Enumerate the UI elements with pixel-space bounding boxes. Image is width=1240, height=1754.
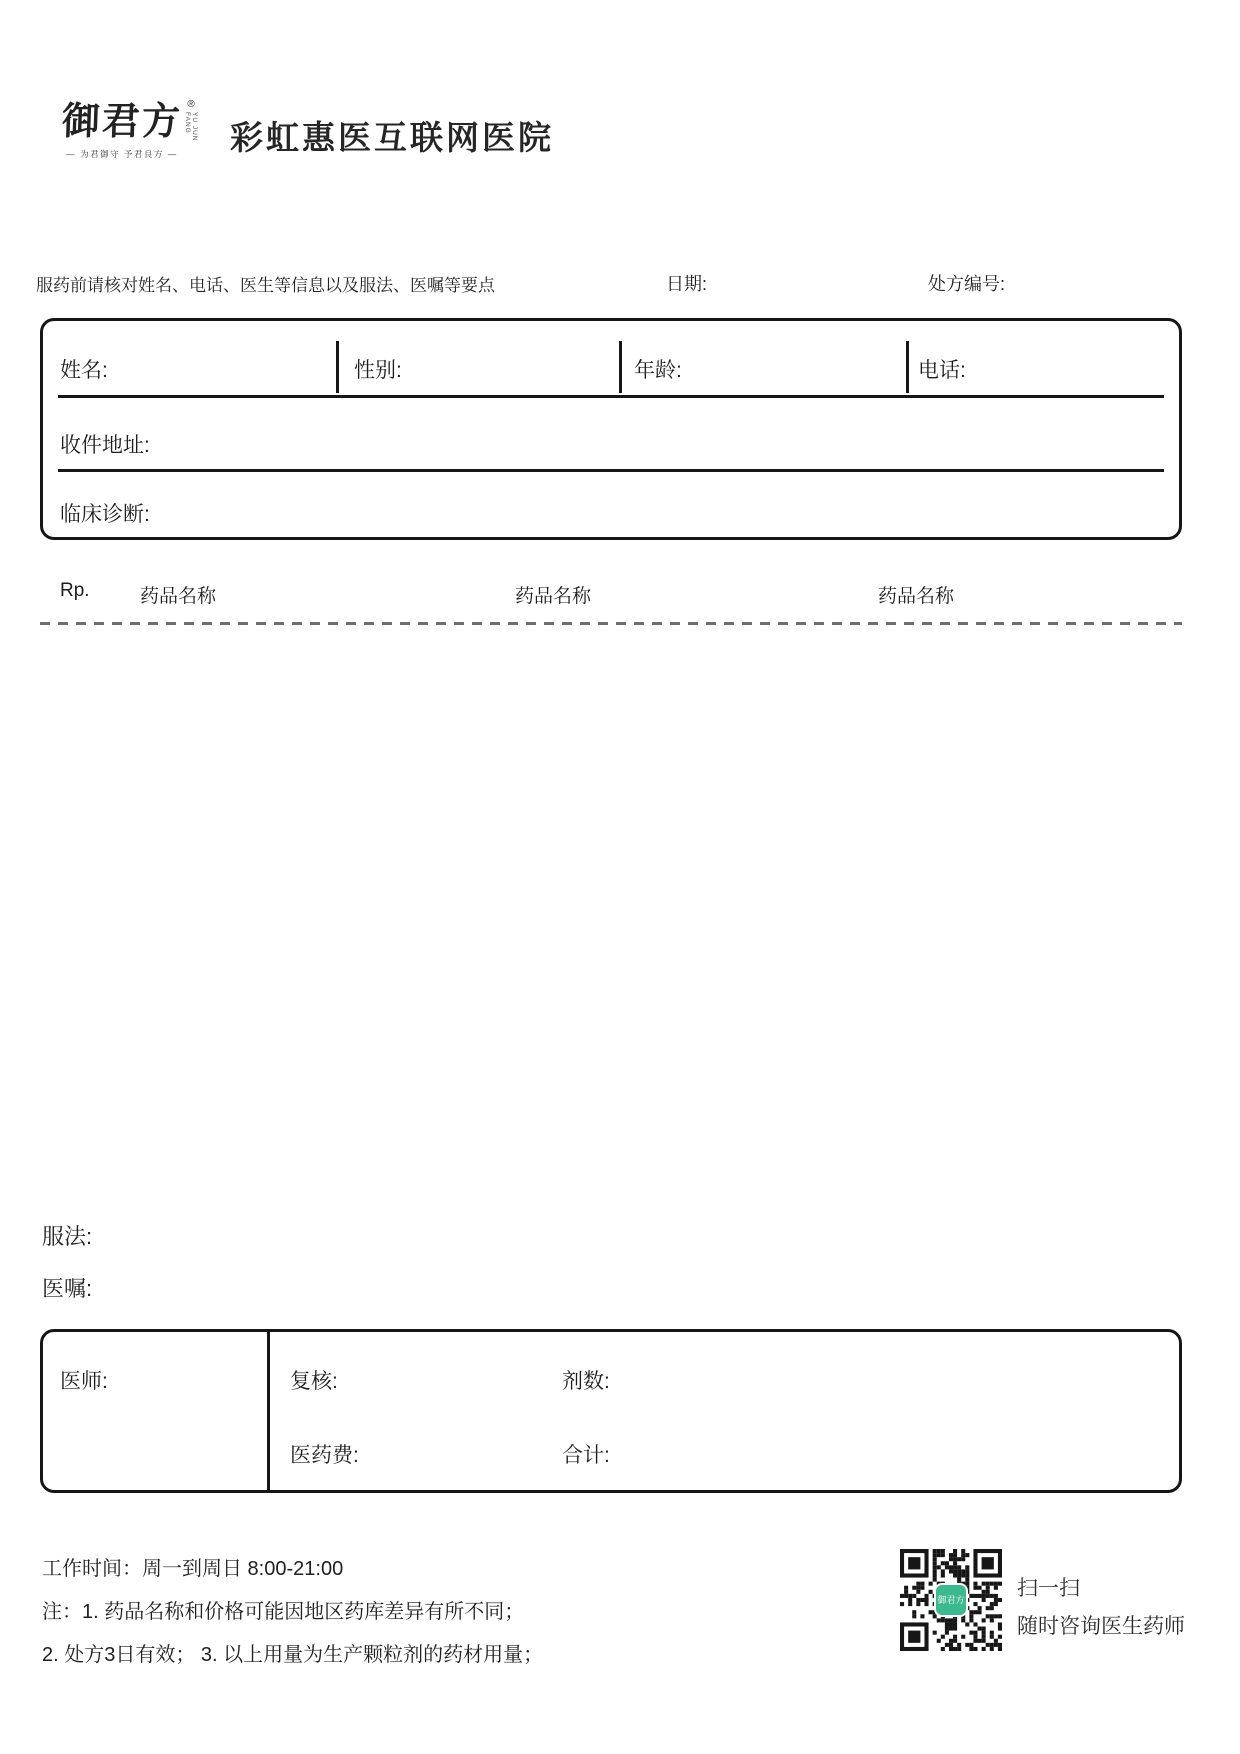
drug-name-column-header: 药品名称 [515,586,592,607]
field-divider [619,341,622,393]
field-divider [336,341,339,393]
work-hours: 工作时间：周一到周日 8:00-21:00 [42,1558,344,1580]
patient-name-label: 姓名: [60,359,108,382]
review-label: 复核: [290,1370,338,1393]
row-divider [58,469,1164,472]
brand-logo-side [184,100,198,142]
registered-trademark-icon: ® [187,99,195,110]
shipping-address-label: 收件地址: [60,434,150,457]
brand-tagline: — 为君御守 予君良方 — [66,149,178,159]
usage-method-label: 服法: [42,1224,93,1249]
rx-dashed-divider [40,622,1182,625]
drug-name-column-header: 药品名称 [878,586,955,607]
brand-logo-text: 御君方 [61,98,183,143]
drug-name-column-header: 药品名称 [140,586,217,607]
doctor-label: 医师: [60,1370,108,1393]
qr-scan-caption: 扫一扫 [1017,1577,1080,1600]
patient-info-box [40,318,1182,540]
brand-logo-pinyin: YU JUN FANG [184,112,199,142]
note-line-1: 注：1. 药品名称和价格可能因地区药库差异有所不同； [42,1601,525,1623]
field-divider [906,341,909,393]
note-line-2: 2. 处方3日有效； 3. 以上用量为生产颗粒剂的药材用量； [42,1644,544,1666]
patient-age-label: 年龄: [634,359,682,382]
brand-logo [62,100,198,142]
doses-label: 剂数: [562,1370,610,1393]
row-divider [58,395,1164,398]
patient-gender-label: 性别: [354,359,402,382]
hospital-name: 彩虹惠医互联网医院 [230,119,554,156]
signoff-box [40,1329,1182,1493]
verify-notice: 服药前请核对姓名、电话、医生等信息以及服法、医嘱等要点 [36,276,495,295]
qr-center-logo: 御君方 [936,1585,966,1615]
total-label: 合计: [562,1444,610,1467]
field-divider [267,1332,270,1490]
rp-label: Rp. [60,580,90,601]
medicine-fee-label: 医药费: [290,1444,359,1467]
prescription-number-label: 处方编号: [928,274,1006,294]
qr-code [900,1549,1002,1651]
patient-phone-label: 电话: [918,359,966,382]
clinical-diagnosis-label: 临床诊断: [60,503,150,526]
date-label: 日期: [666,274,708,294]
doctor-advice-label: 医嘱: [42,1276,93,1301]
qr-hint-caption: 随时咨询医生药师 [1017,1615,1185,1638]
